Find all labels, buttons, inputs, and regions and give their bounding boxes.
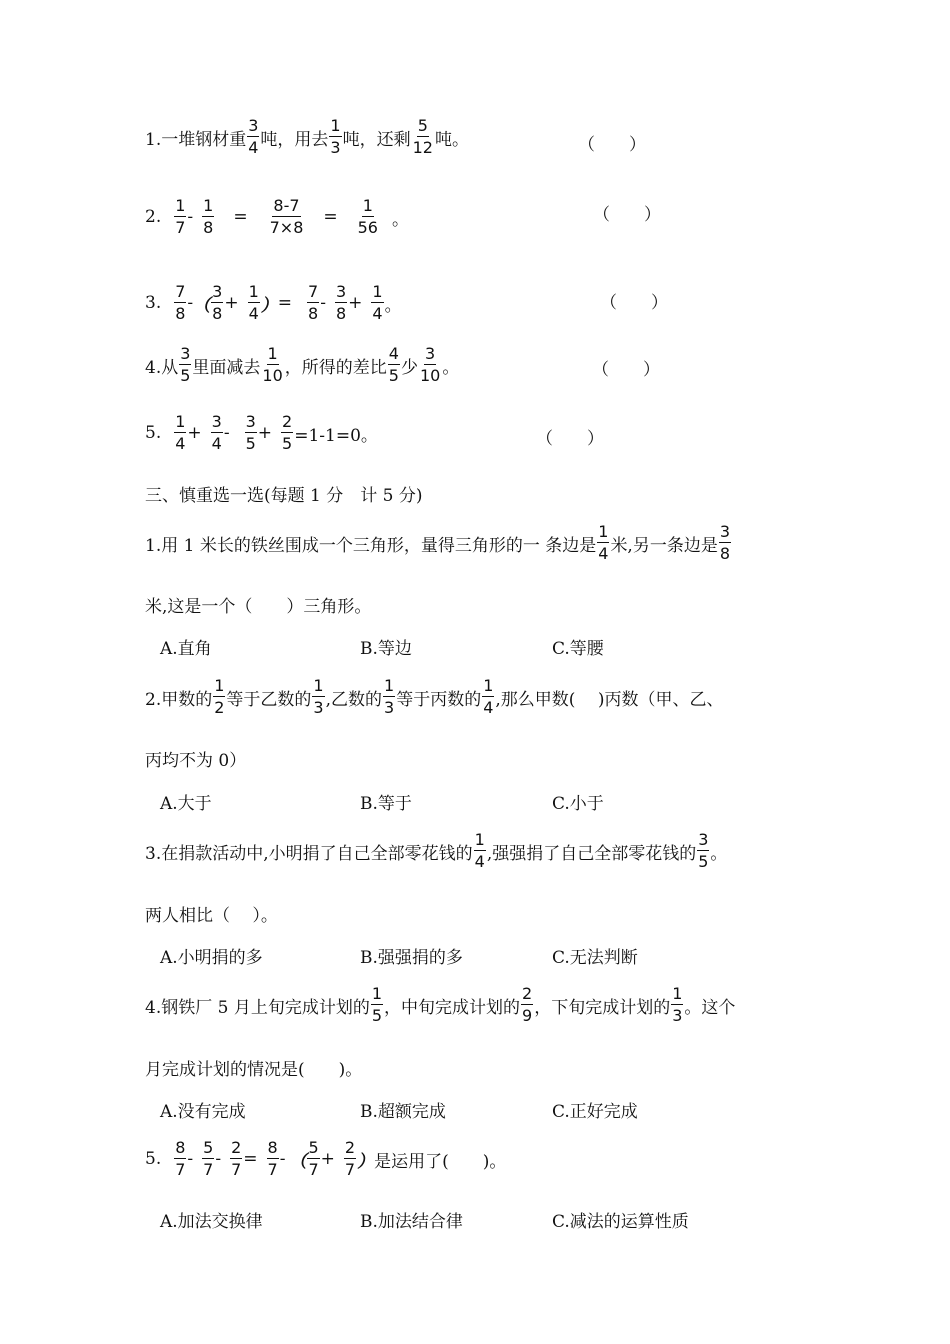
- fraction: $\frac{3}{5}$: [180, 344, 191, 385]
- equals: =: [243, 1149, 258, 1169]
- fraction: $\frac{1}{7}$: [175, 196, 186, 237]
- q1-text-a: 1.用 1 米长的铁丝围成一个三角形，量得三角形的一 条边是: [145, 535, 597, 556]
- option-b[interactable]: B.超额完成: [360, 1102, 446, 1122]
- option-b[interactable]: B.加法结合律: [360, 1212, 463, 1232]
- judge-item-5: [145, 414, 378, 452]
- q3-text-b: ,强强捐了自己全部零花钱的: [486, 843, 697, 864]
- q3-text-d: 两人相比（ ）。: [145, 906, 278, 926]
- fraction: $\frac{1}{4}$: [598, 522, 609, 563]
- q2-text-b: 等于乙数的: [226, 689, 312, 710]
- judge-1-text-c: 吨，还剩: [342, 129, 411, 150]
- operator: -: [223, 423, 230, 443]
- option-a[interactable]: A.直角: [160, 639, 212, 659]
- question-1: [145, 524, 732, 562]
- option-c[interactable]: C.等腰: [552, 639, 604, 659]
- operator: +: [348, 293, 363, 313]
- question-4: [145, 986, 735, 1024]
- question-2: [145, 678, 723, 716]
- equals: =: [233, 207, 248, 227]
- fraction: $\frac{1}{4}$: [175, 412, 186, 453]
- fraction: $\frac{3}{8}$: [212, 282, 223, 323]
- judge-4-text-c: ，所得的差比: [284, 357, 387, 378]
- q4-text-d: 。这个: [684, 997, 736, 1018]
- operator: +: [224, 293, 239, 313]
- option-c[interactable]: C.减法的运算性质: [552, 1212, 689, 1232]
- operator: -: [187, 293, 194, 313]
- fraction: $\frac{1}{3}$: [672, 984, 683, 1025]
- paren-left: （: [193, 295, 211, 316]
- operator: +: [320, 1149, 335, 1169]
- q2-text-c: ,乙数的: [325, 689, 383, 710]
- option-b[interactable]: B.等于: [360, 794, 412, 814]
- option-a[interactable]: A.没有完成: [160, 1102, 246, 1122]
- option-a[interactable]: A.小明捐的多: [160, 948, 263, 968]
- fraction: $\frac{1}{8}$: [203, 196, 214, 237]
- q2-text-d: 等于丙数的: [396, 689, 482, 710]
- q2-text-e: ,那么甲数( )丙数（甲、乙、: [495, 689, 724, 710]
- judge-5-tail: =1-1=0。: [294, 425, 378, 446]
- fraction: $\frac{5}{7}$: [308, 1138, 319, 1179]
- q5-number: 5.: [145, 1149, 162, 1169]
- operator: -: [320, 293, 326, 313]
- operator: -: [279, 1149, 286, 1169]
- judge-1-text-b: 吨，用去: [260, 129, 329, 150]
- fraction: $\frac{1}{4}$: [248, 282, 259, 323]
- option-c[interactable]: C.正好完成: [552, 1102, 638, 1122]
- q2-text-a: 2.甲数的: [145, 689, 213, 710]
- question-3: [145, 832, 727, 870]
- fraction: $\frac{1}{3}$: [313, 676, 324, 717]
- paren-left: （: [289, 1151, 307, 1172]
- fraction: $\frac{8-7}{7\times 8}$: [269, 196, 304, 237]
- operator: -: [187, 207, 194, 227]
- fraction: $\frac{1}{10}$: [262, 344, 283, 385]
- paren-right: ）: [357, 1151, 375, 1172]
- judge-4-text-a: 4.从: [145, 357, 179, 378]
- fraction: $\frac{1}{2}$: [214, 676, 225, 717]
- answer-blank[interactable]: （ ）: [578, 135, 646, 155]
- equals: =: [323, 207, 338, 227]
- judge-4-text-b: 里面减去: [192, 357, 261, 378]
- period: 。: [710, 843, 728, 864]
- fraction: $\frac{5}{12}$: [412, 116, 433, 157]
- fraction: $\frac{3}{10}$: [419, 344, 441, 385]
- option-a[interactable]: A.加法交换律: [160, 1212, 263, 1232]
- judge-item-4: [145, 346, 459, 384]
- fraction: $\frac{7}{8}$: [175, 282, 186, 323]
- answer-blank[interactable]: （ ）: [593, 205, 661, 225]
- fraction: $\frac{7}{8}$: [308, 282, 319, 323]
- fraction: $\frac{1}{4}$: [474, 830, 485, 871]
- fraction: $\frac{2}{7}$: [231, 1138, 242, 1179]
- q4-text-e: 月完成计划的情况是( )。: [145, 1060, 363, 1080]
- fraction: $\frac{3}{8}$: [719, 522, 731, 563]
- judge-1-text-a: 1.一堆钢材重: [145, 129, 247, 150]
- fraction: $\frac{3}{4}$: [211, 412, 222, 453]
- operator: -: [215, 1149, 222, 1169]
- period: 。: [442, 357, 460, 378]
- fraction: $\frac{1}{5}$: [371, 984, 383, 1025]
- answer-blank[interactable]: （ ）: [600, 293, 668, 313]
- judge-5-number: 5.: [145, 423, 162, 443]
- fraction: $\frac{2}{5}$: [282, 412, 293, 453]
- judge-item-3: [145, 284, 402, 322]
- q4-text-b: ，中旬完成计划的: [384, 997, 521, 1018]
- option-b[interactable]: B.强强捐的多: [360, 948, 463, 968]
- q3-text-a: 3.在捐款活动中,小明捐了自己全部零花钱的: [145, 843, 473, 864]
- option-c[interactable]: C.小于: [552, 794, 604, 814]
- judge-4-text-d: 少: [400, 357, 418, 378]
- fraction: $\frac{1}{56}$: [357, 196, 378, 237]
- fraction: $\frac{2}{9}$: [522, 984, 533, 1025]
- fraction: $\frac{1}{4}$: [483, 676, 494, 717]
- fraction: $\frac{1}{3}$: [330, 116, 341, 157]
- period: 。: [384, 295, 402, 316]
- answer-blank[interactable]: （ ）: [536, 429, 604, 449]
- fraction: $\frac{4}{5}$: [388, 344, 399, 385]
- operator: +: [187, 423, 202, 443]
- option-a[interactable]: A.大于: [160, 794, 212, 814]
- fraction: $\frac{3}{5}$: [245, 412, 256, 453]
- section-title: 三、慎重选一选(每题 1 分 计 5 分): [145, 486, 423, 506]
- fraction: $\frac{1}{3}$: [384, 676, 395, 717]
- answer-blank[interactable]: （ ）: [592, 360, 660, 380]
- fraction: $\frac{1}{4}$: [372, 282, 383, 323]
- q4-text-c: ，下旬完成计划的: [534, 997, 671, 1018]
- period: 。: [391, 209, 409, 230]
- operator: -: [187, 1149, 194, 1169]
- q2-text-f: 丙均不为 0）: [145, 751, 247, 771]
- judge-item-2: [145, 198, 409, 236]
- option-b[interactable]: B.等边: [360, 639, 412, 659]
- judge-1-text-d: 吨。: [434, 129, 469, 150]
- fraction: $\frac{3}{5}$: [698, 830, 709, 871]
- option-c[interactable]: C.无法判断: [552, 948, 638, 968]
- q4-text-a: 4.钢铁厂 5 月上旬完成计划的: [145, 997, 370, 1018]
- judge-2-number: 2.: [145, 207, 162, 227]
- fraction: $\frac{8}{7}$: [267, 1138, 278, 1179]
- operator: +: [257, 423, 273, 443]
- fraction: $\frac{3}{4}$: [248, 116, 259, 157]
- paren-right: ）: [260, 295, 278, 316]
- q1-text-c: 米,这是一个（ ）三角形。: [145, 597, 372, 617]
- fraction: $\frac{5}{7}$: [203, 1138, 214, 1179]
- fraction: $\frac{2}{7}$: [344, 1138, 356, 1179]
- equals: =: [277, 293, 293, 313]
- q5-text-b: 是运用了( )。: [374, 1151, 507, 1172]
- judge-item-1: [145, 118, 469, 156]
- judge-3-number: 3.: [145, 293, 162, 313]
- question-5: [145, 1140, 506, 1178]
- q1-text-b: 米,另一条边是: [610, 535, 718, 556]
- fraction: $\frac{8}{7}$: [175, 1138, 186, 1179]
- fraction: $\frac{3}{8}$: [335, 282, 347, 323]
